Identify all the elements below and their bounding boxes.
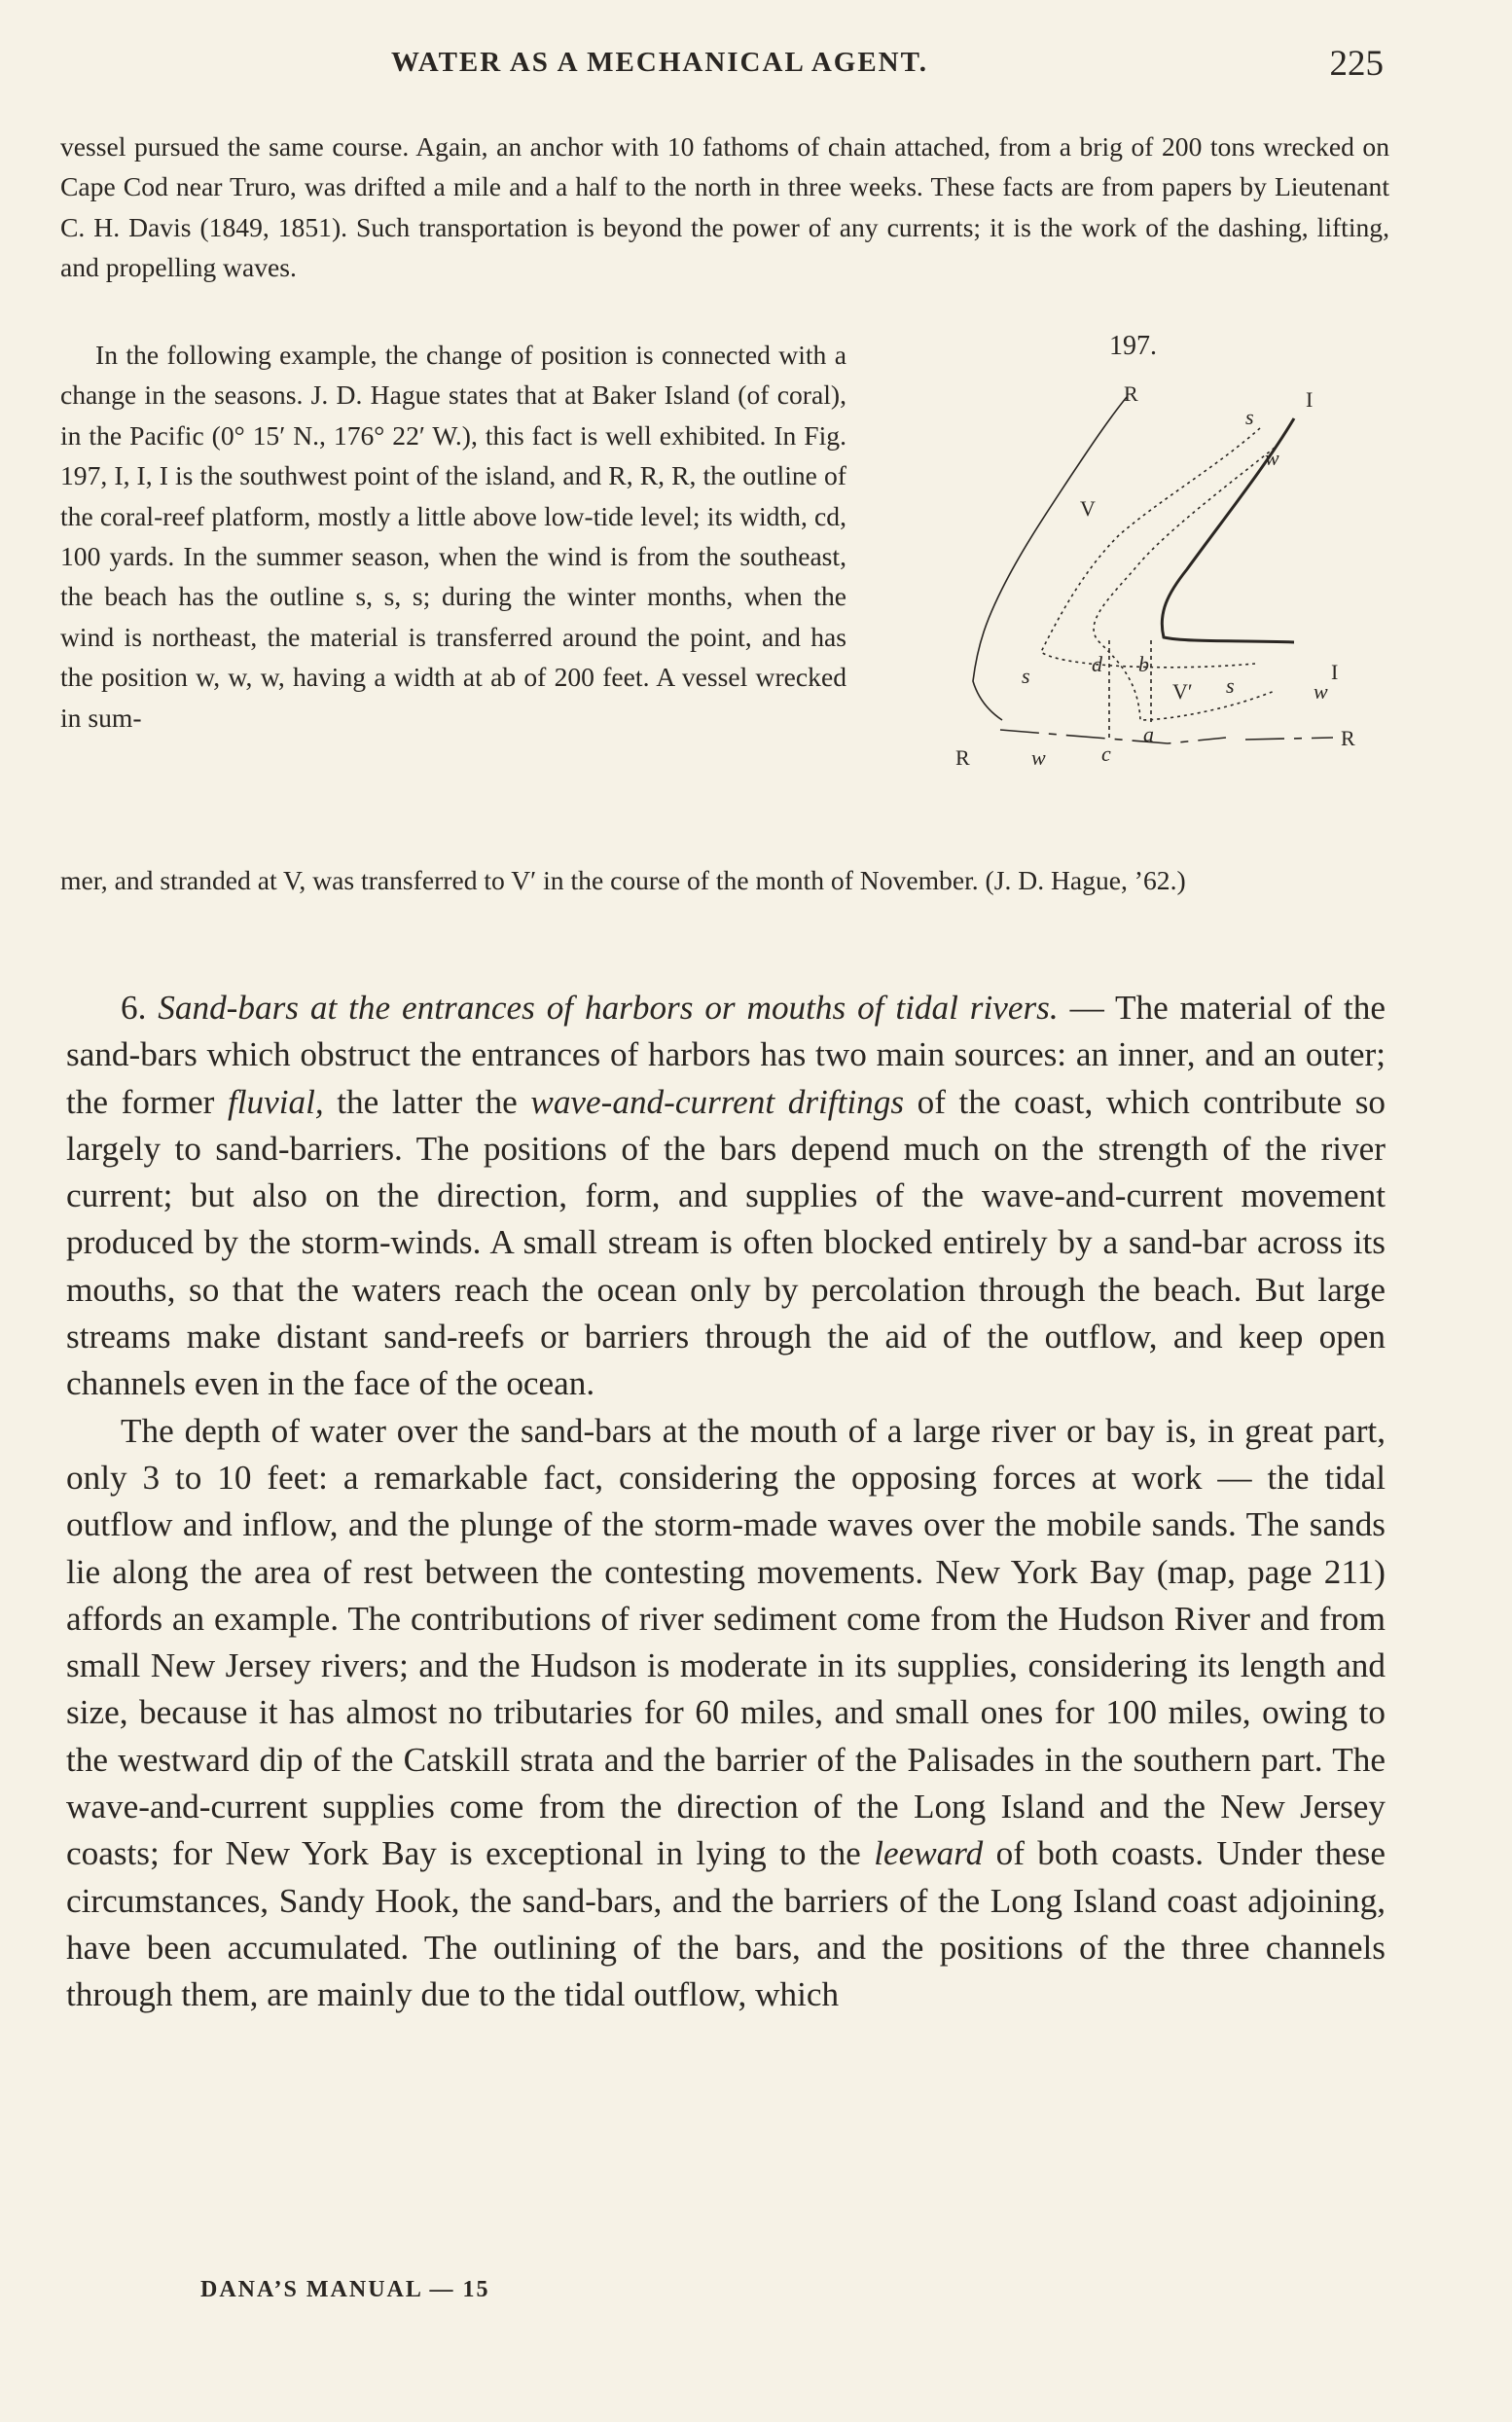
label-s-top: s	[1245, 405, 1254, 429]
text-run: of both coasts. Under these circumstances, Sandy Hook, the sand-bars, and the barriers of the Long Island coast adjoining, have been accumulated. The outlining of the bars, and the positions of the three channels through them, are mainly due to the tidal outflow, which	[66, 1834, 1386, 2014]
page-number: 225	[1329, 44, 1384, 84]
running-title: WATER AS A MECHANICAL AGENT.	[391, 47, 929, 78]
label-b: b	[1138, 652, 1149, 676]
label-V-prime: V′	[1172, 679, 1193, 704]
section-6-body	[66, 985, 1386, 2019]
label-V: V	[1080, 496, 1096, 521]
label-R-right: R	[1341, 726, 1355, 750]
text-run: of the coast, which contribute so largely to sand-barriers. The positions of the bars depend much on the strength of the river current; but also on the direction, form, and supplies of the wave-and-current movement produced by the storm-winds. A small stream is often blocked entirely by a sand-bar across its mouths, so that the waters reach the ocean only by percolation through the beach. But large streams make distant sand-reefs or barriers through the aid of the outflow, and keep open channels even in the face of the ocean.	[66, 1082, 1386, 1403]
section-6-paragraph	[66, 985, 1386, 1408]
italic-fluvial: fluvial,	[227, 1082, 324, 1121]
summer-beach-outline	[1041, 428, 1260, 668]
italic-leeward: leeward	[874, 1834, 984, 1873]
label-s-left: s	[1022, 664, 1030, 688]
label-R-top: R	[1124, 381, 1138, 406]
italic-wave-driftings: wave-and-current driftings	[530, 1082, 905, 1121]
label-w-right: w	[1314, 679, 1328, 704]
paragraph-baker-island: In the following example, the change of position is connected with a change in the seasons. J. D. Hague states that at Baker Island (of coral), in the Pacific (0° 15′ N., 176° 22′ W.), this fact is well exhibited. In Fig. 197, I, I, I is the southwest point of the island, and R, R, R, the outline of the coral-reef platform, mostly a little above low-tide level; its width, cd, 100 yards. In the summer season, when the wind is from the southeast, the beach has the outline s, s, s; during the winter months, when the wind is northeast, the material is transferred around the point, and has the position w, w, w, having a width at ab of 200 feet. A vessel wrecked in sum-	[60, 340, 846, 733]
section-number: 6.	[121, 989, 147, 1027]
paragraph-sand-bar-depth	[66, 1408, 1386, 2019]
em-dash: —	[1069, 989, 1116, 1027]
signature-footer: DANA’S MANUAL — 15	[200, 2277, 490, 2302]
figure-197	[876, 331, 1391, 837]
label-w-top: w	[1265, 446, 1279, 470]
label-s-right: s	[1226, 673, 1235, 698]
label-I-right: I	[1331, 660, 1339, 684]
paragraph-baker-island-end: mer, and stranded at V, was transferred to V′ in the course of the month of November. (J. D. Hague, ’62.)	[60, 865, 1186, 895]
paragraph-vessel-transport: vessel pursued the same course. Again, an anchor with 10 fathoms of chain attached, from a brig of 200 tons wrecked on Cape Cod near Truro, was drifted a mile and a half to the north in three weeks. These facts are from papers by Lieutenant C. H. Davis (1849, 1851). Such transportation is beyond the power of any currents; it is the work of the dashing, lifting, and propelling waves.	[60, 131, 1389, 283]
label-I-top: I	[1306, 387, 1314, 412]
label-c: c	[1101, 741, 1111, 766]
text-run: The depth of water over the sand-bars at the mouth of a large river or bay is, in great part, only 3 to 10 feet: a remarkable fact, considering the opposing forces at work — the tidal outflow and inflow, and the plunge of the storm-made waves over the mobile sands. The sands lie along the area of rest between the contesting movements. New York Bay (map, page 211) affords an example. The contributions of river sediment come from the Hudson River and from small New Jersey rivers; and the Hudson is moderate in its supplies, considering its length and size, because it has almost no tributaries for 60 miles, and small ones for 100 miles, owing to the westward dip of the Catskill strata and the barrier of the Palisades in the southern part. The wave-and-current supplies come from the direction of the Long Island and the New Jersey coasts; for New York Bay is exceptional in lying to the	[66, 1411, 1386, 1873]
label-a: a	[1143, 722, 1154, 746]
reef-outline	[973, 397, 1127, 720]
text-run: The material of the sand-bars which obstruct the entrances of harbors has two main sources: an inner, and an outer; the former	[66, 989, 1386, 1121]
label-w-left: w	[1031, 745, 1046, 770]
baker-island-diagram	[876, 331, 1391, 837]
label-R-left: R	[955, 745, 970, 770]
text-run: the latter the	[323, 1082, 531, 1121]
section-title: Sand-bars at the entrances of harbors or mouths of tidal rivers.	[158, 989, 1059, 1027]
reef-outline-bottom	[1000, 730, 1333, 743]
label-d: d	[1092, 652, 1102, 676]
running-header	[60, 44, 1384, 86]
figure-number: 197.	[1109, 331, 1157, 361]
